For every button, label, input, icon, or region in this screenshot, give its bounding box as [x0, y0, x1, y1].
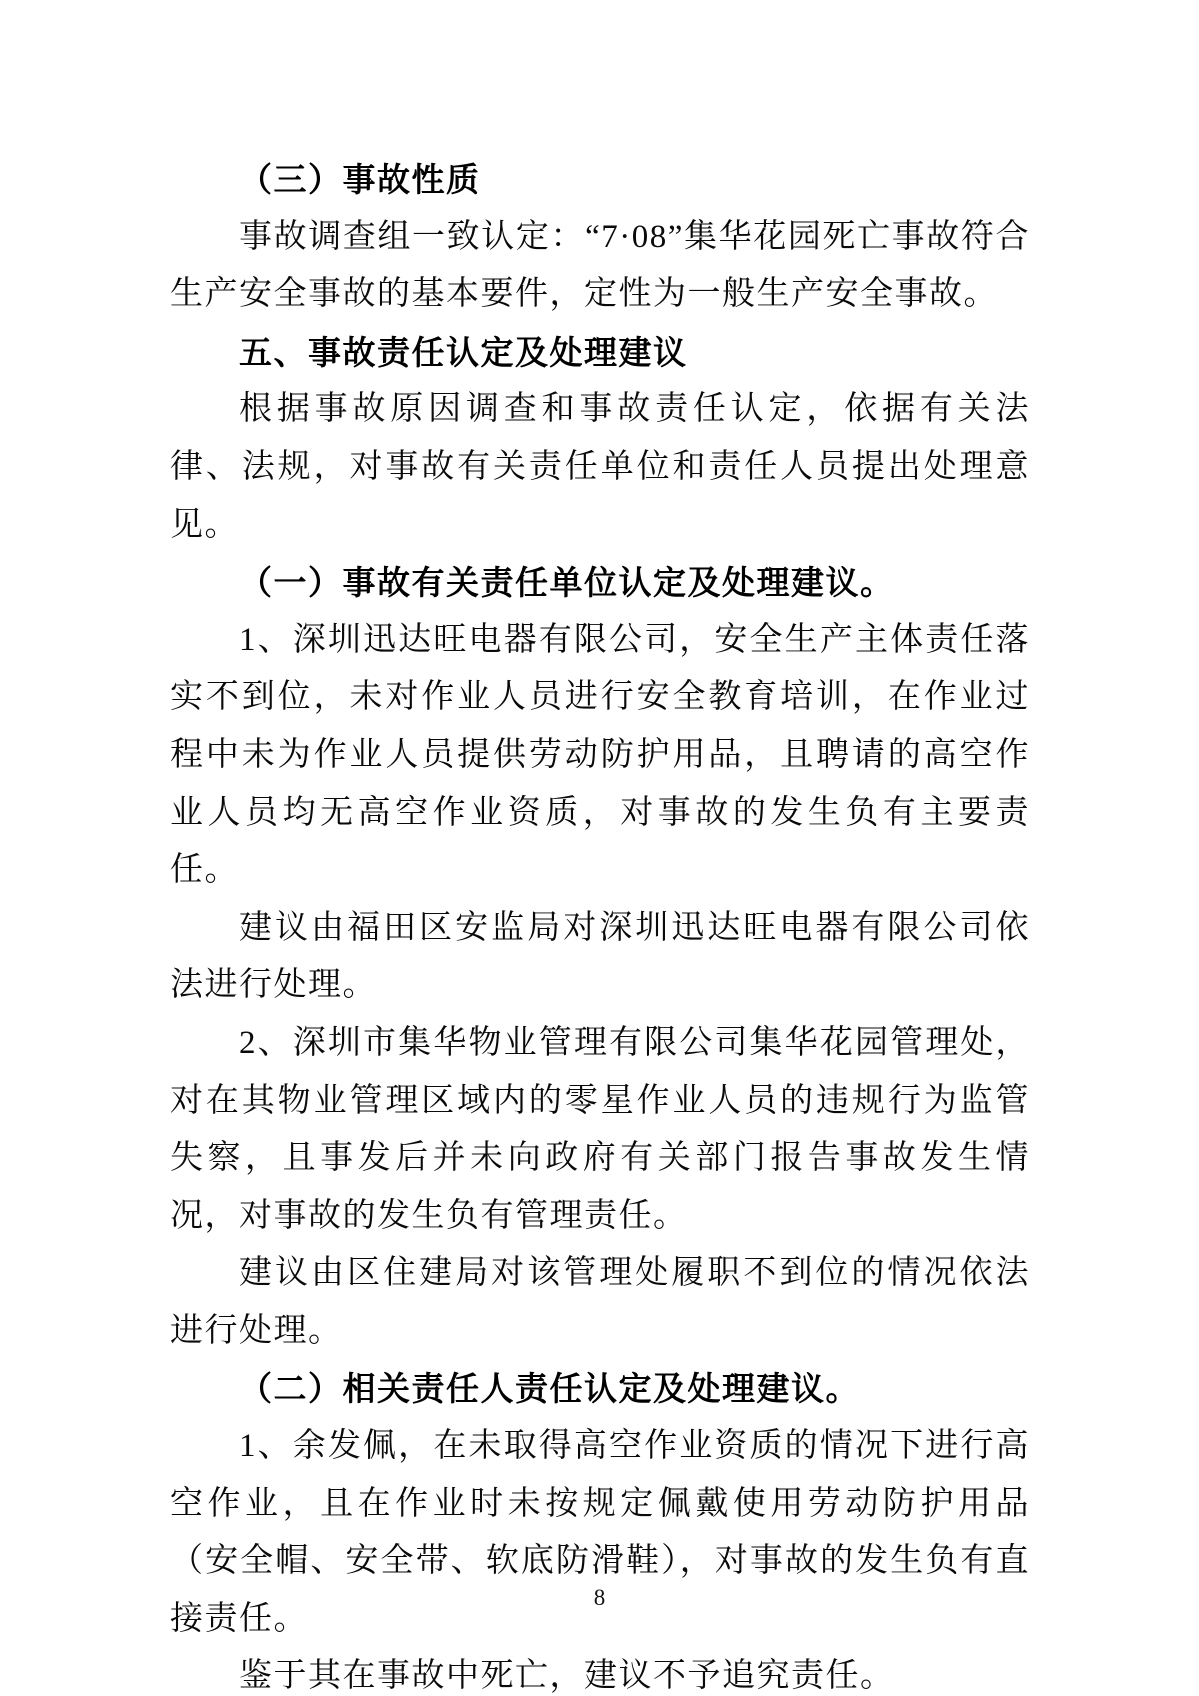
body-paragraph: 1、深圳迅达旺电器有限公司，安全生产主体责任落实不到位，未对作业人员进行安全教育培训，在作业过程中未为作业人员提供劳动防护用品，且聘请的高空作业人员均无高空作业资质，对事故的发生负有主要责任。 — [170, 621, 1030, 889]
section-heading: （三）事故性质 — [239, 161, 481, 198]
body-paragraph: 建议由区住建局对该管理处履职不到位的情况依法进行处理。 — [170, 1255, 1030, 1349]
body-paragraph: 鉴于其在事故中死亡，建议不予追究责任。 — [239, 1658, 895, 1695]
body-paragraph: 1、余发佩，在未取得高空作业资质的情况下进行高空作业，且在作业时未按规定佩戴使用劳动防护用品（安全帽、安全带、软底防滑鞋），对事故的发生负有直接责任。 — [170, 1428, 1030, 1637]
body-paragraph: 根据事故原因调查和事故责任认定，依据有关法律、法规，对事故有关责任单位和责任人员提出处理意见。 — [170, 391, 1030, 543]
body-paragraph: 2、深圳市集华物业管理有限公司集华花园管理处，对在其物业管理区域内的零星作业人员的违规行为监管失察，且事发后并未向政府有关部门报告事故发生情况，对事故的发生负有管理责任。 — [170, 1024, 1030, 1234]
section-heading: 五、事故责任认定及处理建议 — [239, 333, 688, 371]
section-heading: （二）相关责任人责任认定及处理建议。 — [239, 1370, 860, 1408]
document-body — [170, 151, 1030, 1696]
page-number: 8 — [593, 1585, 606, 1610]
body-paragraph: 建议由福田区安监局对深圳迅达旺电器有限公司依法进行处理。 — [170, 909, 1030, 1004]
section-heading: （一）事故有关责任单位认定及处理建议。 — [239, 564, 895, 602]
body-paragraph: 事故调查组一致认定：“7·08”集华花园死亡事故符合生产安全事故的基本要件，定性为一般生产安全事故。 — [170, 218, 1030, 313]
